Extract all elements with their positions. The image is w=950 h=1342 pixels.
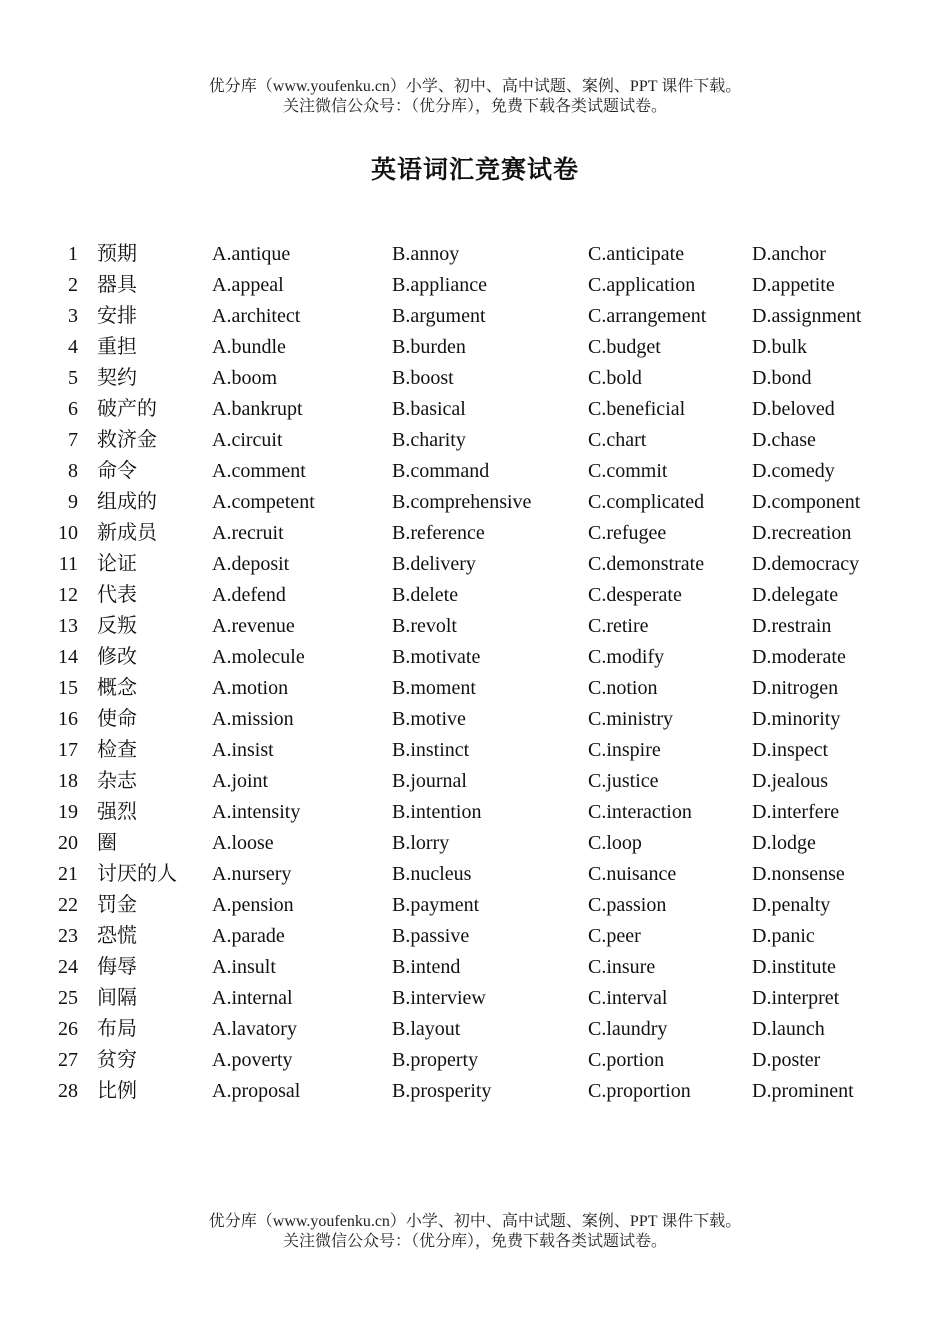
chinese-meaning: 安排 [97, 305, 137, 327]
option-b: B.appliance [392, 274, 487, 296]
question-number: 21 [58, 863, 78, 885]
option-d: D.penalty [752, 894, 831, 916]
question-number: 13 [58, 615, 78, 637]
option-d: D.delegate [752, 584, 839, 606]
question-number: 6 [68, 398, 78, 420]
option-b: B.basical [392, 398, 466, 420]
option-d: D.appetite [752, 274, 835, 296]
option-a: A.internal [212, 987, 293, 1009]
option-b: B.passive [392, 925, 470, 947]
question-row [0, 518, 950, 549]
option-d: D.recreation [752, 522, 852, 544]
option-b: B.instinct [392, 739, 470, 761]
header-notice-line2: 关注微信公众号：（优分库），免费下载各类试题试卷。 [282, 98, 667, 115]
option-d: D.chase [752, 429, 816, 451]
option-d: D.prominent [752, 1080, 854, 1102]
option-a: A.insist [212, 739, 274, 761]
question-number: 26 [58, 1018, 78, 1040]
question-number: 2 [68, 274, 78, 296]
option-a: A.deposit [212, 553, 290, 575]
option-c: C.refugee [588, 522, 667, 544]
option-a: A.bankrupt [212, 398, 303, 420]
option-b: B.revolt [392, 615, 457, 637]
option-c: C.justice [588, 770, 659, 792]
chinese-meaning: 组成的 [97, 491, 157, 513]
chinese-meaning: 概念 [97, 677, 137, 699]
question-row [0, 859, 950, 890]
question-number: 1 [68, 243, 78, 265]
question-number: 20 [58, 832, 78, 854]
option-c: C.bold [588, 367, 642, 389]
option-d: D.nitrogen [752, 677, 839, 699]
option-d: D.comedy [752, 460, 835, 482]
option-c: C.modify [588, 646, 665, 668]
option-c: C.interval [588, 987, 668, 1009]
question-row [0, 735, 950, 766]
question-number: 4 [68, 336, 78, 358]
chinese-meaning: 讨厌的人 [97, 863, 177, 885]
question-number: 12 [58, 584, 78, 606]
chinese-meaning: 代表 [97, 584, 137, 606]
question-row [0, 239, 950, 270]
option-a: A.proposal [212, 1080, 301, 1102]
option-a: A.recruit [212, 522, 284, 544]
option-c: C.budget [588, 336, 661, 358]
option-d: D.bond [752, 367, 812, 389]
question-row [0, 332, 950, 363]
question-row [0, 797, 950, 828]
option-a: A.antique [212, 243, 291, 265]
chinese-meaning: 贫穷 [97, 1049, 137, 1071]
question-number: 7 [68, 429, 78, 451]
chinese-meaning: 布局 [97, 1018, 137, 1040]
footer-notice-line1: 优分库（www.youfenku.cn）小学、初中、高中试题、案例、PPT 课件下载。 [208, 1213, 742, 1230]
option-d: D.beloved [752, 398, 835, 420]
question-row [0, 1076, 950, 1107]
option-c: C.loop [588, 832, 642, 854]
footer-notice-line2: 关注微信公众号：（优分库），免费下载各类试题试卷。 [282, 1233, 667, 1250]
option-c: C.arrangement [588, 305, 707, 327]
question-row [0, 580, 950, 611]
question-row [0, 456, 950, 487]
option-b: B.journal [392, 770, 467, 792]
question-row [0, 549, 950, 580]
option-a: A.loose [212, 832, 274, 854]
question-number: 14 [58, 646, 78, 668]
question-row [0, 704, 950, 735]
option-b: B.property [392, 1049, 479, 1071]
chinese-meaning: 间隔 [97, 987, 137, 1009]
option-b: B.lorry [392, 832, 450, 854]
option-c: C.commit [588, 460, 668, 482]
option-d: D.nonsense [752, 863, 845, 885]
option-a: A.bundle [212, 336, 286, 358]
question-number: 25 [58, 987, 78, 1009]
option-d: D.assignment [752, 305, 862, 327]
option-b: B.motivate [392, 646, 481, 668]
option-c: C.laundry [588, 1018, 668, 1040]
option-b: B.boost [392, 367, 454, 389]
option-b: B.interview [392, 987, 486, 1009]
chinese-meaning: 罚金 [97, 894, 137, 916]
option-a: A.defend [212, 584, 286, 606]
option-b: B.intend [392, 956, 461, 978]
page-title: 英语词汇竞赛试卷 [370, 157, 579, 184]
option-b: B.argument [392, 305, 486, 327]
option-d: D.launch [752, 1018, 825, 1040]
chinese-meaning: 救济金 [97, 429, 157, 451]
option-a: A.insult [212, 956, 276, 978]
option-c: C.demonstrate [588, 553, 705, 575]
question-row [0, 921, 950, 952]
option-c: C.chart [588, 429, 647, 451]
option-c: C.peer [588, 925, 641, 947]
option-c: C.desperate [588, 584, 682, 606]
option-d: D.interfere [752, 801, 840, 823]
option-a: A.mission [212, 708, 294, 730]
option-a: A.architect [212, 305, 301, 327]
question-number: 27 [58, 1049, 78, 1071]
question-row [0, 828, 950, 859]
question-number: 24 [58, 956, 78, 978]
chinese-meaning: 论证 [97, 553, 137, 575]
option-d: D.bulk [752, 336, 807, 358]
chinese-meaning: 杂志 [97, 770, 137, 792]
option-d: D.minority [752, 708, 841, 730]
question-number: 15 [58, 677, 78, 699]
chinese-meaning: 修改 [97, 646, 137, 668]
option-a: A.competent [212, 491, 315, 513]
option-d: D.institute [752, 956, 836, 978]
question-row [0, 425, 950, 456]
option-b: B.burden [392, 336, 466, 358]
option-b: B.nucleus [392, 863, 472, 885]
option-d: D.interpret [752, 987, 840, 1009]
option-a: A.circuit [212, 429, 283, 451]
option-d: D.poster [752, 1049, 821, 1071]
chinese-meaning: 器具 [97, 274, 137, 296]
vocab-question-list [0, 239, 950, 1107]
option-b: B.annoy [392, 243, 460, 265]
option-c: C.insure [588, 956, 656, 978]
chinese-meaning: 检查 [97, 739, 137, 761]
option-d: D.moderate [752, 646, 846, 668]
question-row [0, 983, 950, 1014]
chinese-meaning: 侮辱 [97, 956, 137, 978]
option-c: C.application [588, 274, 696, 296]
option-a: A.appeal [212, 274, 284, 296]
chinese-meaning: 破产的 [97, 398, 157, 420]
option-d: D.restrain [752, 615, 832, 637]
option-d: D.democracy [752, 553, 860, 575]
question-number: 18 [58, 770, 78, 792]
option-c: C.portion [588, 1049, 665, 1071]
question-row [0, 766, 950, 797]
option-d: D.panic [752, 925, 815, 947]
option-c: C.nuisance [588, 863, 677, 885]
option-b: B.charity [392, 429, 466, 451]
question-row [0, 952, 950, 983]
option-b: B.moment [392, 677, 476, 699]
question-number: 10 [58, 522, 78, 544]
question-number: 9 [68, 491, 78, 513]
chinese-meaning: 使命 [97, 708, 137, 730]
question-row [0, 1045, 950, 1076]
chinese-meaning: 比例 [97, 1080, 137, 1102]
chinese-meaning: 预期 [97, 243, 137, 265]
option-c: C.interaction [588, 801, 692, 823]
chinese-meaning: 重担 [97, 336, 137, 358]
option-a: A.molecule [212, 646, 305, 668]
option-d: D.jealous [752, 770, 829, 792]
question-number: 23 [58, 925, 78, 947]
question-number: 11 [58, 553, 78, 575]
option-c: C.passion [588, 894, 667, 916]
option-d: D.anchor [752, 243, 826, 265]
option-d: D.inspect [752, 739, 829, 761]
option-b: B.prosperity [392, 1080, 492, 1102]
question-row [0, 642, 950, 673]
question-row [0, 890, 950, 921]
option-c: C.complicated [588, 491, 705, 513]
question-row [0, 270, 950, 301]
question-number: 5 [68, 367, 78, 389]
option-a: A.intensity [212, 801, 301, 823]
question-number: 17 [58, 739, 78, 761]
option-c: C.notion [588, 677, 658, 699]
option-c: C.ministry [588, 708, 674, 730]
option-c: C.retire [588, 615, 649, 637]
option-a: A.pension [212, 894, 294, 916]
question-number: 22 [58, 894, 78, 916]
question-row [0, 363, 950, 394]
option-b: B.intention [392, 801, 482, 823]
option-a: A.comment [212, 460, 306, 482]
option-c: C.proportion [588, 1080, 691, 1102]
option-a: A.lavatory [212, 1018, 297, 1040]
chinese-meaning: 强烈 [97, 801, 137, 823]
question-number: 28 [58, 1080, 78, 1102]
question-number: 16 [58, 708, 78, 730]
option-a: A.revenue [212, 615, 295, 637]
chinese-meaning: 命令 [97, 460, 137, 482]
option-c: C.beneficial [588, 398, 686, 420]
header-notice [0, 77, 950, 117]
option-d: D.lodge [752, 832, 816, 854]
option-b: B.delete [392, 584, 459, 606]
question-row [0, 673, 950, 704]
option-c: C.inspire [588, 739, 661, 761]
chinese-meaning: 新成员 [97, 522, 157, 544]
option-a: A.parade [212, 925, 285, 947]
option-a: A.boom [212, 367, 277, 389]
option-b: B.reference [392, 522, 485, 544]
chinese-meaning: 反叛 [97, 615, 137, 637]
chinese-meaning: 恐慌 [97, 925, 137, 947]
question-row [0, 394, 950, 425]
option-d: D.component [752, 491, 861, 513]
question-row [0, 301, 950, 332]
option-c: C.anticipate [588, 243, 685, 265]
chinese-meaning: 圈 [97, 832, 117, 854]
question-number: 19 [58, 801, 78, 823]
option-a: A.nursery [212, 863, 292, 885]
question-row [0, 611, 950, 642]
question-row [0, 1014, 950, 1045]
option-a: A.joint [212, 770, 269, 792]
option-b: B.comprehensive [392, 491, 532, 513]
question-row [0, 487, 950, 518]
option-b: B.delivery [392, 553, 476, 575]
option-b: B.motive [392, 708, 466, 730]
footer-notice [0, 1212, 950, 1252]
header-notice-line1: 优分库（www.youfenku.cn）小学、初中、高中试题、案例、PPT 课件下载。 [208, 78, 742, 95]
chinese-meaning: 契约 [97, 367, 137, 389]
option-b: B.command [392, 460, 490, 482]
question-number: 8 [68, 460, 78, 482]
option-a: A.motion [212, 677, 289, 699]
question-number: 3 [68, 305, 78, 327]
option-b: B.payment [392, 894, 480, 916]
option-a: A.poverty [212, 1049, 293, 1071]
option-b: B.layout [392, 1018, 461, 1040]
